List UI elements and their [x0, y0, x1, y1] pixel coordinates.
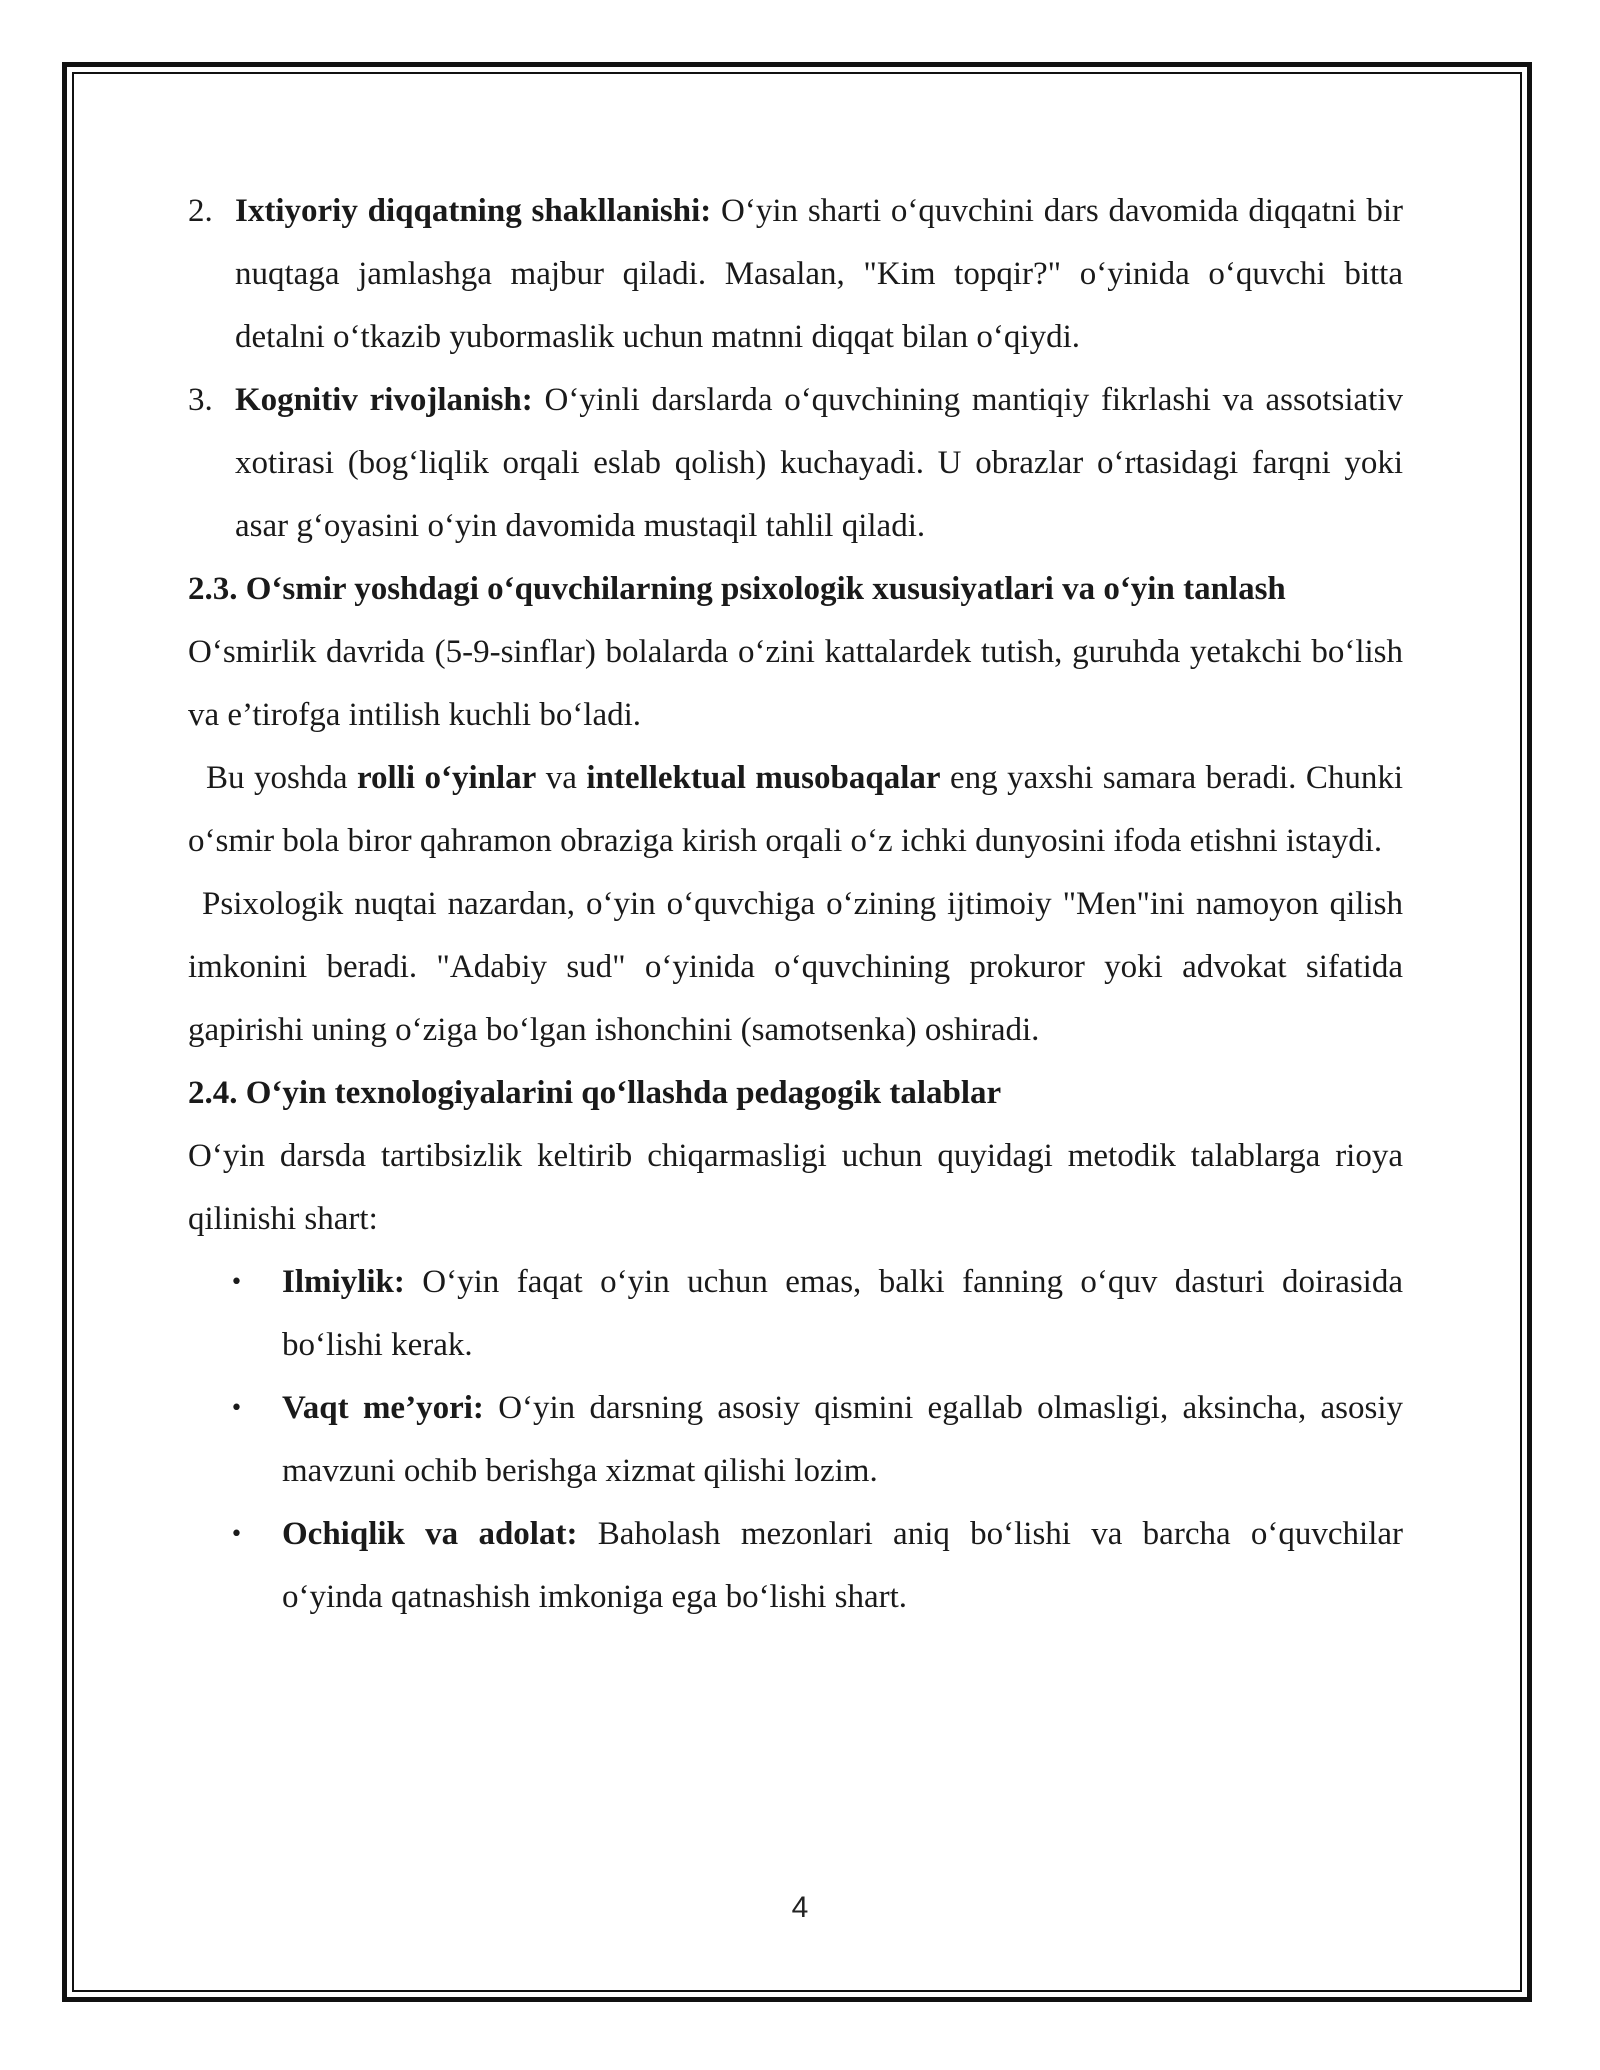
bullet-item: [188, 1251, 1403, 1377]
section-heading-2-4: 2.4. O‘yin texnologiyalarini qo‘llashda pedagogik talablar: [188, 1075, 1002, 1111]
list-item-number: 3.: [188, 382, 213, 418]
paragraph: O‘yin darsda tartibsizlik keltirib chiqarmasligi uchun quyidagi metodik talablarga rioya qilinishi shart:: [188, 1138, 1403, 1237]
bullet-term: Vaqt me’yori:: [282, 1390, 484, 1426]
bullet-text: O‘yin darsning asosiy qismini egallab olmasligi, aksincha, asosiy mavzuni ochib berishga xizmat qilishi lozim.: [282, 1390, 1404, 1489]
paragraph: [188, 747, 1403, 873]
list-item: [188, 180, 1403, 369]
bullet-list: [188, 1251, 1403, 1629]
list-item-text: O‘yin sharti o‘quvchini dars davomida diqqatni bir nuqtaga jamlashga majbur qiladi. Masalan, "Kim topqir?" o‘yinida o‘quvchi bitta detalni o‘tkazib yubormaslik uchun matnni diqqat bilan o‘qiydi.: [235, 193, 1403, 355]
bullet-icon: •: [230, 1522, 243, 1547]
bold-term: intellektual musobaqalar: [586, 760, 941, 796]
paragraph: Psixologik nuqtai nazardan, o‘yin o‘quvchiga o‘zining ijtimoiy "Men"ini namoyon qilish imkonini beradi. "Adabiy sud" o‘yinida o‘quvchining prokuror yoki advokat sifatida gapirishi uning o‘ziga bo‘lgan ishonchini (samotsenka) oshiradi.: [188, 886, 1403, 1048]
bullet-icon: •: [230, 1396, 243, 1421]
bullet-text: Baholash mezonlari aniq bo‘lishi va barcha o‘quvchilar o‘yinda qatnashish imkoniga ega bo‘lishi shart.: [282, 1516, 1403, 1615]
text-run: Bu yoshda: [206, 760, 357, 796]
list-item-text: O‘yinli darslarda o‘quvchining mantiqiy fikrlashi va assotsiativ xotirasi (bog‘liqlik orqali eslab qolish) kuchayadi. U obrazlar o‘rtasidagi farqni yoki asar g‘oyasini o‘yin davomida mustaqil tahlil qiladi.: [235, 382, 1404, 544]
bullet-term: Ilmiylik:: [282, 1264, 405, 1300]
text-run: va: [536, 760, 587, 796]
section-heading-2-3: 2.3. O‘smir yoshdagi o‘quvchilarning psixologik xususiyatlari va o‘yin tanlash: [188, 571, 1286, 607]
paragraph: O‘smirlik davrida (5-9-sinflar) bolalarda o‘zini kattalardek tutish, guruhda yetakchi bo‘lish va e’tirofga intilish kuchli bo‘ladi.: [188, 634, 1403, 733]
bold-term: rolli o‘yinlar: [356, 760, 537, 796]
list-item: [188, 369, 1403, 558]
page-number: 4: [791, 1891, 809, 1924]
bullet-icon: •: [230, 1270, 243, 1295]
list-item-term: Ixtiyoriy diqqatning shakllanishi:: [235, 193, 712, 229]
page-content: [188, 180, 1403, 1629]
numbered-list: [188, 180, 1403, 558]
bullet-item: [188, 1377, 1403, 1503]
bullet-term: Ochiqlik va adolat:: [282, 1516, 578, 1552]
bullet-item: [188, 1503, 1403, 1629]
list-item-number: 2.: [188, 193, 213, 229]
bullet-text: O‘yin faqat o‘yin uchun emas, balki fanning o‘quv dasturi doirasida bo‘lishi kerak.: [282, 1264, 1403, 1363]
list-item-term: Kognitiv rivojlanish:: [235, 382, 533, 418]
text-run: eng yaxshi samara beradi. Chunki o‘smir bola biror qahramon obraziga kirish orqali o‘z ichki dunyosini ifoda etishni istaydi.: [188, 760, 1404, 859]
